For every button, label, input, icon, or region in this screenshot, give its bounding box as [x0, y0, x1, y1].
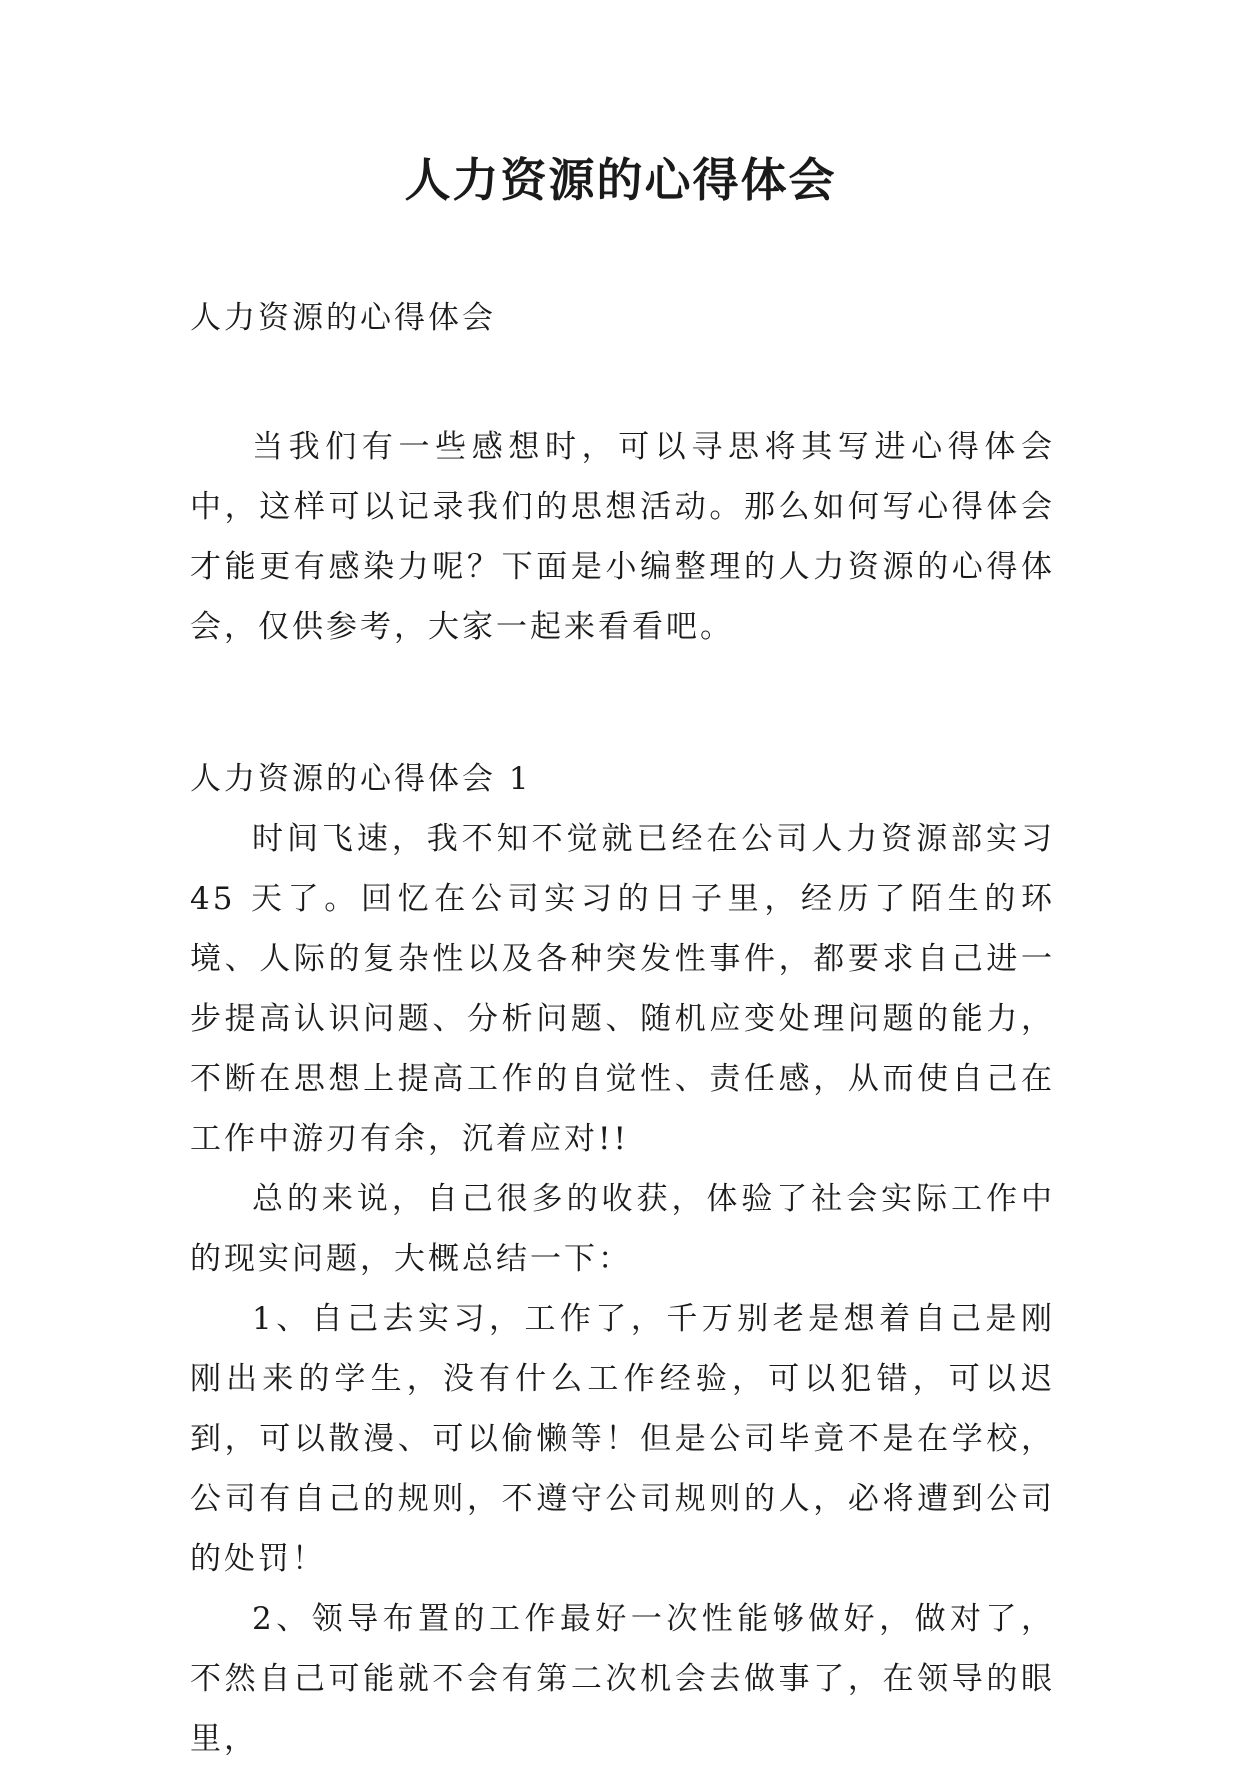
intro-paragraph: 当我们有一些感想时，可以寻思将其写进心得体会中，这样可以记录我们的思想活动。那么如何写心得体会才能更有感染力呢？下面是小编整理的人力资源的心得体会，仅供参考，大家一起来看看吧。 — [190, 429, 1055, 645]
body-paragraph: 时间飞速，我不知不觉就已经在公司人力资源部实习 45 天了。回忆在公司实习的日子里，经历了陌生的环境、人际的复杂性以及各种突发性事件，都要求自己进一步提高认识问题、分析问题、随机应变处理问题的能力，不断在思想上提高工作的自觉性、责任感，从而使自己在工作中游刃有余，沉着应对!! — [190, 821, 1055, 1157]
spacer — [190, 657, 1055, 749]
body-paragraph: 总的来说，自己很多的收获，体验了社会实际工作中的现实问题，大概总结一下： — [190, 1181, 1055, 1277]
document-body — [190, 288, 1055, 1769]
section-heading: 人力资源的心得体会 1 — [190, 761, 532, 797]
spacer — [190, 348, 1055, 417]
body-paragraph: 1、自己去实习，工作了，千万别老是想着自己是刚刚出来的学生，没有什么工作经验，可以犯错，可以迟到，可以散漫、可以偷懒等！但是公司毕竟不是在学校，公司有自己的规则，不遵守公司规则的人，必将遭到公司的处罚！ — [190, 1301, 1055, 1577]
document-subtitle: 人力资源的心得体会 — [190, 300, 496, 336]
body-paragraph: 2、领导布置的工作最好一次性能够做好，做对了，不然自己可能就不会有第二次机会去做事了，在领导的眼里， — [190, 1601, 1055, 1757]
document-title: 人力资源的心得体会 — [404, 153, 837, 207]
